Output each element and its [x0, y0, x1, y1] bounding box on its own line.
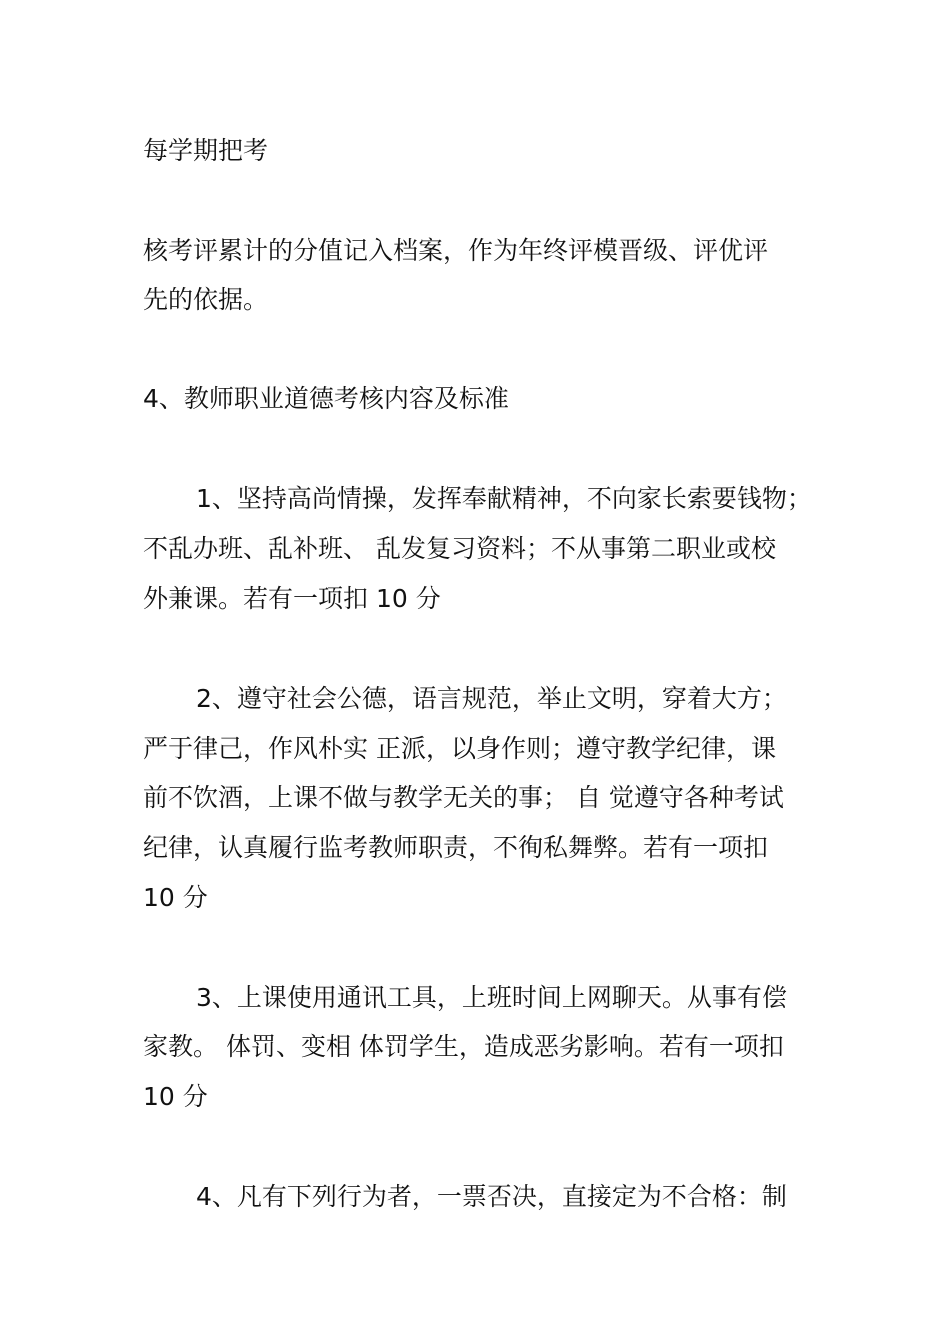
item-2-line-3: 前不饮酒，上课不做与教学无关的事； 自 觉遵守各种考试	[143, 783, 784, 812]
item-1-line-3: 外兼课。若有一项扣 10 分	[143, 584, 441, 613]
item-3-line-1: 3、上课使用通讯工具，上班时间上网聊天。从事有偿	[196, 983, 787, 1012]
section-heading: 4、教师职业道德考核内容及标准	[143, 384, 509, 413]
item-2-line-2: 严于律己，作风朴实 正派，以身作则；遵守教学纪律，课	[143, 734, 776, 763]
item-2-line-4: 纪律，认真履行监考教师职责，不徇私舞弊。若有一项扣	[143, 833, 769, 862]
item-1-line-2: 不乱办班、乱补班、 乱发复习资料；不从事第二职业或校	[143, 534, 776, 563]
item-2-line-1: 2、遵守社会公德，语言规范，举止文明，穿着大方；	[196, 684, 787, 713]
item-2-line-5: 10 分	[143, 883, 208, 912]
item-4-line-1: 4、凡有下列行为者，一票否决，直接定为不合格：制	[196, 1182, 787, 1211]
paragraph-2-line-1: 核考评累计的分值记入档案，作为年终评模晋级、评优评	[143, 236, 769, 265]
paragraph-1-line-1: 每学期把考	[143, 136, 269, 165]
paragraph-2-line-2: 先的依据。	[143, 285, 269, 314]
item-3-line-3: 10 分	[143, 1082, 208, 1111]
item-1-line-1: 1、坚持高尚情操，发挥奉献精神，不向家长索要钱物；	[196, 484, 812, 513]
item-3-line-2: 家教。 体罚、变相 体罚学生，造成恶劣影响。若有一项扣	[143, 1032, 784, 1061]
